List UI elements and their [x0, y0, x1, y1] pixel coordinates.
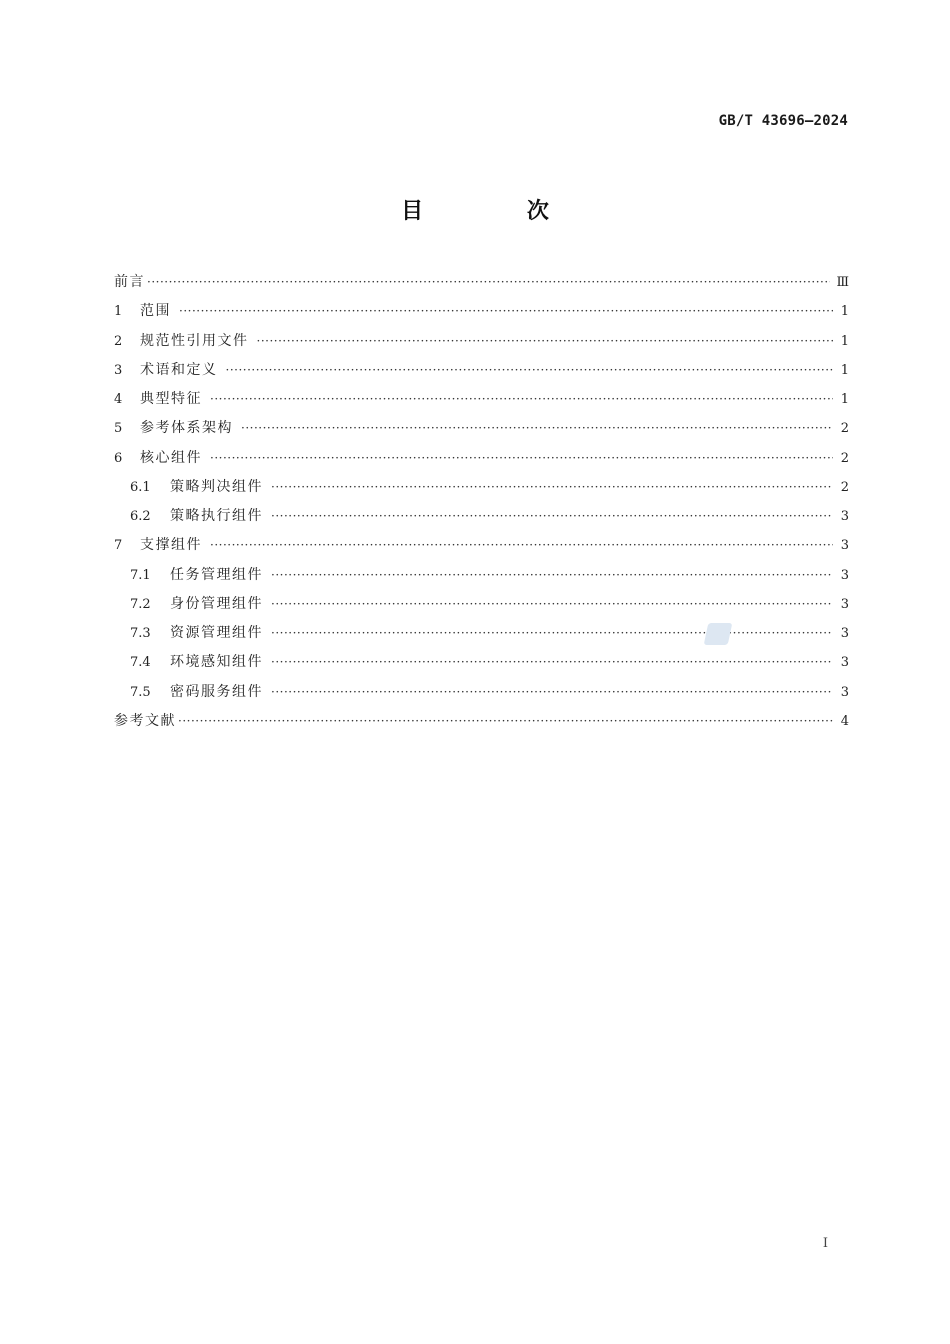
toc-entry-page: 3 [840, 567, 849, 583]
toc-entry-normative-references[interactable] [114, 327, 849, 356]
toc-entry-label: 策略执行组件 [170, 508, 263, 524]
toc-entry-number: 4 [114, 392, 123, 407]
toc-entry-page: 2 [840, 421, 849, 437]
toc-entry-number: 6.1 [130, 479, 151, 495]
toc-leader-dots [210, 531, 833, 560]
toc-leader-dots [178, 707, 833, 736]
toc-leader-dots [271, 619, 833, 648]
toc-leader-dots [271, 648, 833, 677]
toc-leader-dots [241, 414, 833, 443]
toc-entry-task-management[interactable] [114, 561, 849, 590]
toc-entry-cryptographic-service[interactable] [114, 678, 849, 707]
toc-entry-resource-management[interactable] [114, 619, 849, 648]
toc-entry-label: 资源管理组件 [170, 625, 263, 641]
toc-entry-number: 6.2 [130, 509, 151, 524]
toc-entry-number: 7.3 [130, 626, 151, 641]
toc-entry-label: 前言 [114, 274, 145, 290]
toc-leader-dots [271, 473, 833, 502]
toc-entry-policy-enforcement[interactable] [114, 502, 849, 531]
footer-page-number: I [822, 1236, 828, 1251]
toc-entry-label: 范围 [140, 303, 171, 320]
toc-entry-page: 2 [840, 479, 849, 495]
toc-entry-number: 7 [114, 538, 123, 554]
toc-leader-dots [271, 678, 833, 707]
toc-entry-page: 3 [840, 684, 849, 700]
toc-leader-dots [271, 590, 833, 619]
toc-leader-dots [271, 502, 833, 531]
toc-leader-dots [179, 297, 833, 326]
toc-leader-dots [257, 327, 834, 356]
toc-entry-label: 核心组件 [140, 449, 202, 466]
toc-entry-policy-decision[interactable] [114, 473, 849, 502]
toc-entry-label: 身份管理组件 [170, 595, 263, 612]
toc-entry-number: 7.1 [130, 567, 151, 583]
toc-entry-label: 术语和定义 [140, 361, 218, 378]
page-title: 目 次 [401, 199, 597, 224]
toc-entry-page: Ⅲ [836, 275, 849, 290]
toc-entry-bibliography[interactable] [114, 707, 849, 736]
toc-entry-page: 3 [840, 655, 849, 671]
toc-leader-dots [210, 385, 833, 414]
toc-entry-label: 参考文献 [114, 712, 176, 729]
toc-entry-label: 策略判决组件 [170, 478, 263, 495]
toc-entry-core-components[interactable] [114, 444, 849, 473]
toc-entry-foreword[interactable] [114, 268, 849, 297]
toc-entry-page: 3 [840, 538, 849, 554]
toc-entry-page: 3 [840, 626, 849, 641]
toc-entry-number: 7.4 [130, 655, 151, 671]
toc-entry-label: 典型特征 [140, 391, 202, 407]
toc-entry-number: 1 [114, 304, 123, 320]
toc-entry-number: 3 [114, 362, 123, 378]
watermark-mark [704, 623, 733, 645]
toc-entry-typical-features[interactable] [114, 385, 849, 414]
toc-entry-number: 7.5 [130, 684, 151, 700]
toc-entry-terms-definitions[interactable] [114, 356, 849, 385]
toc-entry-label: 环境感知组件 [170, 654, 263, 671]
standard-code: GB/T 43696—2024 [718, 113, 848, 129]
toc-leader-dots [226, 356, 834, 385]
toc-entry-number: 6 [114, 450, 123, 466]
toc-entry-page: 1 [840, 304, 849, 320]
toc-entry-identity-management[interactable] [114, 590, 849, 619]
toc-entry-page: 3 [840, 596, 849, 612]
toc-entry-page: 2 [840, 450, 849, 466]
toc-entry-number: 2 [114, 333, 123, 349]
toc-entry-label: 参考体系架构 [140, 420, 233, 437]
toc-leader-dots [210, 444, 833, 473]
table-of-contents [114, 268, 849, 736]
toc-entry-page: 4 [840, 713, 849, 729]
toc-entry-label: 任务管理组件 [170, 566, 263, 583]
toc-entry-page: 1 [840, 362, 849, 378]
toc-entry-label: 密码服务组件 [170, 683, 263, 700]
toc-leader-dots [147, 268, 830, 297]
toc-entry-page: 1 [840, 392, 849, 407]
toc-entry-label: 规范性引用文件 [140, 332, 249, 349]
toc-entry-environment-awareness[interactable] [114, 648, 849, 677]
toc-entry-number: 7.2 [130, 596, 151, 612]
toc-entry-reference-architecture[interactable] [114, 414, 849, 443]
toc-leader-dots [271, 561, 833, 590]
toc-entry-page: 3 [840, 509, 849, 524]
toc-entry-label: 支撑组件 [140, 537, 202, 554]
toc-entry-scope[interactable] [114, 297, 849, 326]
toc-entry-support-components[interactable] [114, 531, 849, 560]
toc-entry-page: 1 [840, 333, 849, 349]
toc-entry-number: 5 [114, 421, 123, 437]
